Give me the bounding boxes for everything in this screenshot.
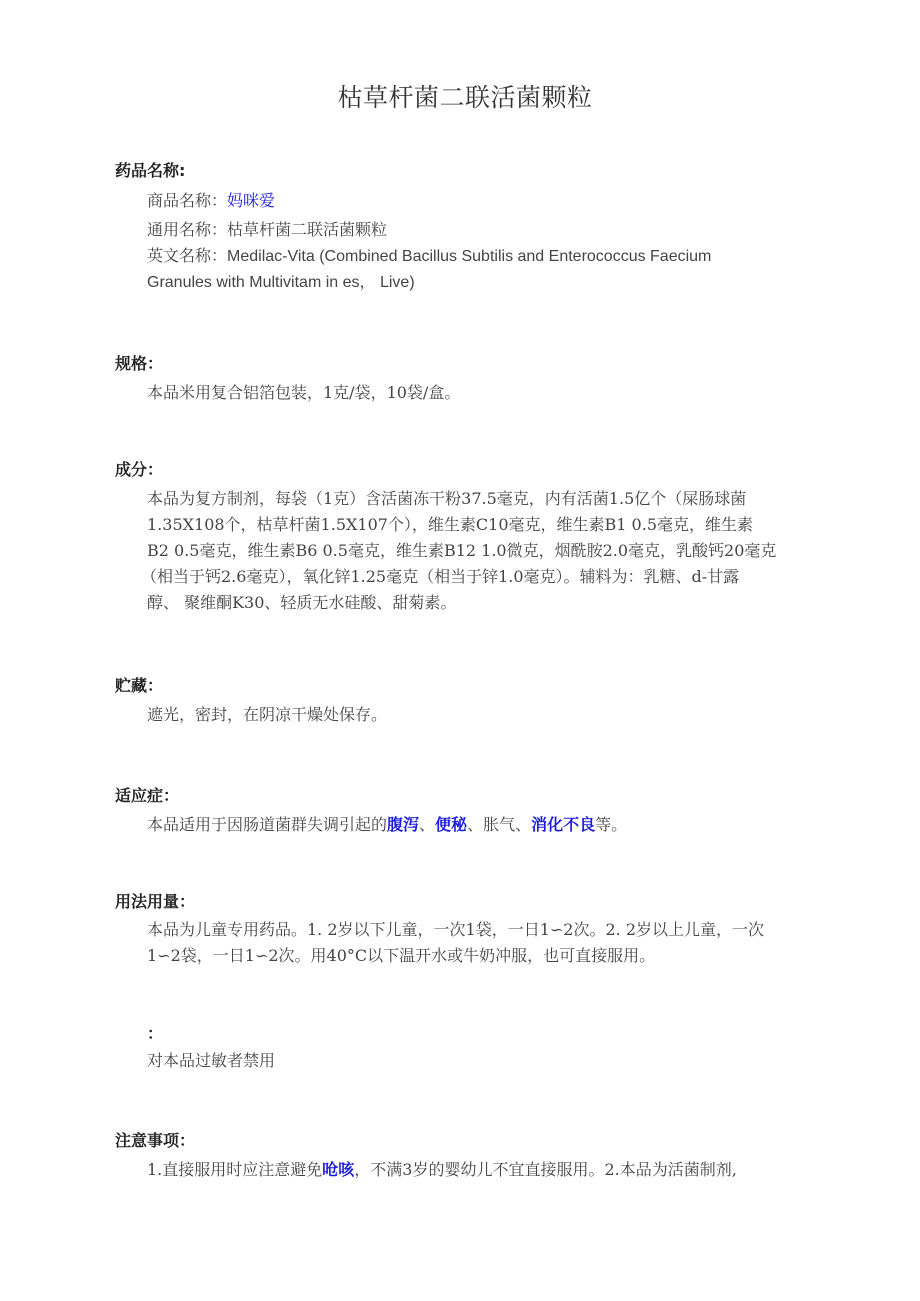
- generic-name-label: 通用名称：: [147, 220, 228, 239]
- specification-section: [115, 354, 820, 406]
- trade-name-line: [147, 188, 820, 214]
- indications-section: [115, 786, 820, 838]
- ingredients-line-3: B2 0.5毫克，维生素B6 0.5毫克，维生素B12 1.0微克，烟酰胺2.0毫克，乳酸钙20毫克: [147, 541, 777, 560]
- ingredients-body: [115, 486, 820, 616]
- constipation-link[interactable]: 便秘: [435, 815, 468, 834]
- dosage-body: [115, 917, 820, 969]
- precautions-heading: 注意事项：: [115, 1131, 196, 1150]
- trade-name-link[interactable]: 妈咪爱: [227, 191, 276, 210]
- ingredients-section: [115, 460, 820, 616]
- precautions-suffix: ，不满3岁的婴幼儿不宜直接服用。2.本品为活菌制剂,: [354, 1160, 737, 1179]
- diarrhea-link[interactable]: 腹泻: [387, 815, 420, 834]
- storage-heading: 贮藏：: [115, 676, 164, 695]
- indications-body: [115, 812, 820, 838]
- dosage-line-2: 1∽2袋，一日1∽2次。用40°C以下温开水或牛奶冲服，也可直接服用。: [147, 946, 656, 965]
- storage-text: 遮光，密封，在阴凉干燥处保存。: [147, 705, 388, 724]
- indications-sep-1: 、: [419, 815, 436, 834]
- ingredients-line-4: （相当于钙2.6毫克），氧化锌1.25毫克（相当于锌1.0毫克）。辅料为：乳糖、d-甘露: [141, 567, 740, 586]
- contraindications-section: [115, 1024, 820, 1074]
- generic-name-value: 枯草杆菌二联活菌颗粒: [227, 220, 388, 239]
- english-name-value-2: Granules with Multivitam in es， Live): [147, 274, 415, 291]
- dosage-line-1: 本品为儿童专用药品。1. 2岁以下儿童，一次1袋，一日1∽2次。2. 2岁以上儿童，一次: [147, 920, 765, 939]
- ingredients-line-2: 1.35X108个，枯草杆菌1.5X107个），维生素C10毫克，维生素B1 0.5毫克，维生素: [147, 515, 754, 534]
- document-title: 枯草杆菌二联活菌颗粒: [337, 83, 593, 112]
- indications-line: [147, 812, 820, 838]
- ingredients-heading: 成分：: [115, 460, 164, 479]
- precautions-line: [147, 1157, 820, 1183]
- indigestion-link[interactable]: 消化不良: [531, 815, 596, 834]
- ingredients-line-5: 醇、 聚维酮K30、轻质无水硅酸、甜菊素。: [147, 593, 457, 612]
- english-name-label: 英文名称：: [147, 246, 228, 265]
- english-name-line: [147, 243, 820, 270]
- contraindications-text: 对本品过敏者禁用: [147, 1051, 276, 1070]
- drug-name-heading: 药品名称:: [115, 161, 186, 180]
- indications-suffix: 等。: [595, 815, 628, 834]
- ingredients-line-1: 本品为复方制剂，每袋（1克）含活菌冻干粉37.5毫克，内有活菌1.5亿个（屎肠球菌: [147, 489, 747, 508]
- precautions-prefix: 1.直接服用时应注意避免: [147, 1160, 323, 1179]
- indications-heading: 适应症：: [115, 786, 180, 805]
- specification-heading: 规格：: [115, 354, 164, 373]
- precautions-body: [115, 1157, 820, 1183]
- dosage-heading: 用法用量：: [115, 892, 196, 911]
- drug-name-section: [115, 161, 820, 296]
- drug-name-body: [115, 188, 820, 296]
- english-name-value-1: Medilac-Vita (Combined Bacillus Subtilis and Enterococcus Faecium: [227, 248, 712, 265]
- indications-prefix: 本品适用于因肠道菌群失调引起的: [147, 815, 388, 834]
- choking-link[interactable]: 呛咳: [322, 1160, 355, 1179]
- dosage-section: [115, 892, 820, 969]
- specification-text: 本品米用复合铝箔包装，1克/袋，10袋/盒。: [147, 383, 461, 402]
- precautions-section: [115, 1131, 820, 1183]
- contraindications-heading: ：: [147, 1024, 164, 1043]
- indications-sep-2: 、胀气、: [467, 815, 532, 834]
- trade-name-label: 商品名称：: [147, 191, 228, 210]
- storage-section: [115, 676, 820, 728]
- generic-name-line: [147, 217, 820, 243]
